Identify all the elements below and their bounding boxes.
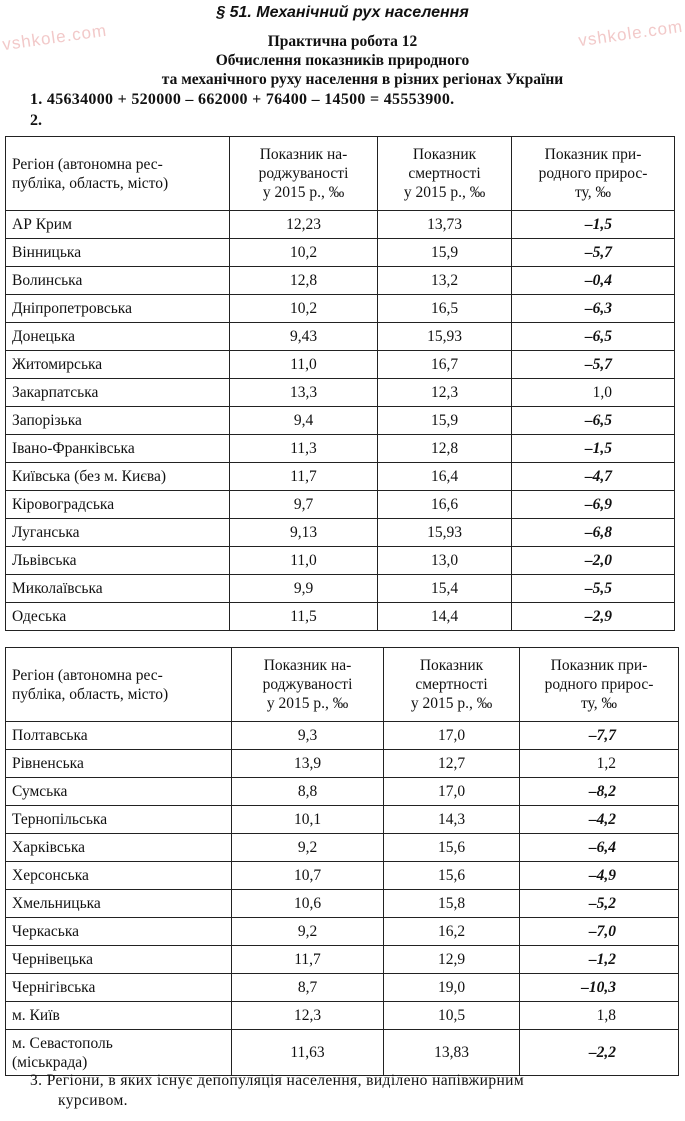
cell-death-rate: 15,9 <box>378 407 512 435</box>
cell-natural-growth: –6,8 <box>512 519 675 547</box>
table-row <box>6 211 675 239</box>
cell-birth-rate: 10,6 <box>232 890 384 918</box>
cell-region: Донецька <box>6 323 230 351</box>
cell-death-rate: 16,2 <box>384 918 520 946</box>
table-row <box>6 834 679 862</box>
cell-death-rate: 10,5 <box>384 1002 520 1030</box>
conclusion-note <box>30 1071 670 1111</box>
cell-natural-growth: –2,9 <box>512 603 675 631</box>
cell-death-rate: 17,0 <box>384 778 520 806</box>
header-death-rate: Показник смертності у 2015 р., ‰ <box>378 137 512 211</box>
cell-region: АР Крим <box>6 211 230 239</box>
cell-birth-rate: 9,9 <box>230 575 378 603</box>
table-row <box>6 407 675 435</box>
watermark-right: vshkole.com <box>577 16 685 51</box>
cell-birth-rate: 12,3 <box>232 1002 384 1030</box>
cell-region: Тернопільська <box>6 806 232 834</box>
cell-birth-rate: 10,2 <box>230 295 378 323</box>
table-row <box>6 547 675 575</box>
header-birth-rate: Показник на- роджуваності у 2015 р., ‰ <box>230 137 378 211</box>
cell-region: Закарпатська <box>6 379 230 407</box>
cell-death-rate: 13,83 <box>384 1030 520 1076</box>
cell-birth-rate: 9,2 <box>232 834 384 862</box>
cell-natural-growth: –2,0 <box>512 547 675 575</box>
watermark-left: vshkole.com <box>1 20 109 55</box>
cell-birth-rate: 9,3 <box>232 722 384 750</box>
cell-natural-growth: –4,9 <box>520 862 679 890</box>
table-row <box>6 946 679 974</box>
section-title: § 51. Механічний рух населення <box>216 4 469 21</box>
cell-death-rate: 19,0 <box>384 974 520 1002</box>
cell-region: Чернівецька <box>6 946 232 974</box>
cell-natural-growth: –6,3 <box>512 295 675 323</box>
cell-birth-rate: 11,3 <box>230 435 378 463</box>
cell-death-rate: 12,9 <box>384 946 520 974</box>
cell-region: Житомирська <box>6 351 230 379</box>
cell-death-rate: 17,0 <box>384 722 520 750</box>
cell-natural-growth: –6,5 <box>512 407 675 435</box>
cell-natural-growth: –5,5 <box>512 575 675 603</box>
cell-natural-growth: –4,2 <box>520 806 679 834</box>
table-row <box>6 806 679 834</box>
cell-death-rate: 16,6 <box>378 491 512 519</box>
table-row <box>6 295 675 323</box>
table-row <box>6 1002 679 1030</box>
cell-region: Херсонська <box>6 862 232 890</box>
cell-death-rate: 12,3 <box>378 379 512 407</box>
cell-death-rate: 14,4 <box>378 603 512 631</box>
cell-birth-rate: 8,8 <box>232 778 384 806</box>
table-row <box>6 323 675 351</box>
cell-death-rate: 12,8 <box>378 435 512 463</box>
cell-death-rate: 16,4 <box>378 463 512 491</box>
cell-birth-rate: 13,3 <box>230 379 378 407</box>
table-row <box>6 575 675 603</box>
table-row <box>6 918 679 946</box>
cell-region: Кіровоградська <box>6 491 230 519</box>
table-row <box>6 890 679 918</box>
table-header-row <box>6 648 679 722</box>
cell-death-rate: 15,4 <box>378 575 512 603</box>
cell-natural-growth: –6,5 <box>512 323 675 351</box>
cell-region: Дніпропетровська <box>6 295 230 323</box>
cell-birth-rate: 9,43 <box>230 323 378 351</box>
table-part-2 <box>5 647 679 1076</box>
cell-natural-growth: –0,4 <box>512 267 675 295</box>
cell-birth-rate: 11,7 <box>232 946 384 974</box>
cell-natural-growth: 1,0 <box>512 379 675 407</box>
cell-natural-growth: –1,2 <box>520 946 679 974</box>
table-row <box>6 239 675 267</box>
cell-region: Волинська <box>6 267 230 295</box>
cell-death-rate: 12,7 <box>384 750 520 778</box>
cell-natural-growth: –5,2 <box>520 890 679 918</box>
cell-birth-rate: 11,0 <box>230 547 378 575</box>
cell-death-rate: 15,8 <box>384 890 520 918</box>
cell-region: Запорізька <box>6 407 230 435</box>
cell-death-rate: 15,6 <box>384 862 520 890</box>
cell-birth-rate: 9,13 <box>230 519 378 547</box>
cell-region: Рівненська <box>6 750 232 778</box>
cell-death-rate: 15,6 <box>384 834 520 862</box>
cell-natural-growth: –1,5 <box>512 435 675 463</box>
note-line-2: курсивом. <box>58 1092 128 1109</box>
table-row <box>6 722 679 750</box>
cell-natural-growth: –10,3 <box>520 974 679 1002</box>
table-row <box>6 778 679 806</box>
table-row <box>6 1030 679 1076</box>
cell-natural-growth: –8,2 <box>520 778 679 806</box>
table-row <box>6 351 675 379</box>
cell-natural-growth: 1,2 <box>520 750 679 778</box>
cell-death-rate: 14,3 <box>384 806 520 834</box>
work-title: Практична робота 12 <box>267 33 418 50</box>
cell-region: Київська (без м. Києва) <box>6 463 230 491</box>
cell-region: Івано-Франківська <box>6 435 230 463</box>
cell-birth-rate: 11,5 <box>230 603 378 631</box>
cell-region: Черкаська <box>6 918 232 946</box>
table-row <box>6 463 675 491</box>
cell-birth-rate: 10,7 <box>232 862 384 890</box>
cell-birth-rate: 12,23 <box>230 211 378 239</box>
table-row <box>6 491 675 519</box>
cell-natural-growth: –6,9 <box>512 491 675 519</box>
cell-death-rate: 13,2 <box>378 267 512 295</box>
cell-birth-rate: 11,0 <box>230 351 378 379</box>
header-natural-growth: Показник при- родного прирос- ту, ‰ <box>520 648 679 722</box>
work-subtitle-1: Обчислення показників природного <box>215 52 470 69</box>
cell-region: Львівська <box>6 547 230 575</box>
cell-region: Вінницька <box>6 239 230 267</box>
table-row <box>6 435 675 463</box>
table-row <box>6 379 675 407</box>
cell-birth-rate: 10,2 <box>230 239 378 267</box>
cell-birth-rate: 9,2 <box>232 918 384 946</box>
cell-natural-growth: –7,7 <box>520 722 679 750</box>
cell-natural-growth: –5,7 <box>512 351 675 379</box>
header-region: Регіон (автономна рес- публіка, область, місто) <box>6 137 230 211</box>
cell-natural-growth: –4,7 <box>512 463 675 491</box>
cell-natural-growth: 1,8 <box>520 1002 679 1030</box>
cell-region: м. Севастополь (міськрада) <box>6 1030 232 1076</box>
cell-region: Полтавська <box>6 722 232 750</box>
calculation-line: 1. 45634000 + 520000 – 662000 + 76400 – 14500 = 45553900. <box>30 91 455 108</box>
table-row <box>6 267 675 295</box>
cell-natural-growth: –7,0 <box>520 918 679 946</box>
cell-death-rate: 13,73 <box>378 211 512 239</box>
cell-region: Луганська <box>6 519 230 547</box>
header-region: Регіон (автономна рес- публіка, область, місто) <box>6 648 232 722</box>
cell-death-rate: 15,93 <box>378 323 512 351</box>
cell-natural-growth: –1,5 <box>512 211 675 239</box>
cell-birth-rate: 9,7 <box>230 491 378 519</box>
table-row <box>6 862 679 890</box>
cell-birth-rate: 9,4 <box>230 407 378 435</box>
table-row <box>6 519 675 547</box>
table-row <box>6 974 679 1002</box>
cell-region: Хмельницька <box>6 890 232 918</box>
header-death-rate: Показник смертності у 2015 р., ‰ <box>384 648 520 722</box>
cell-natural-growth: –5,7 <box>512 239 675 267</box>
cell-natural-growth: –2,2 <box>520 1030 679 1076</box>
table-row <box>6 603 675 631</box>
table-header-row <box>6 137 675 211</box>
cell-death-rate: 15,9 <box>378 239 512 267</box>
cell-birth-rate: 11,63 <box>232 1030 384 1076</box>
cell-death-rate: 16,7 <box>378 351 512 379</box>
cell-birth-rate: 8,7 <box>232 974 384 1002</box>
cell-region: Чернігівська <box>6 974 232 1002</box>
cell-region: Миколаївська <box>6 575 230 603</box>
cell-death-rate: 16,5 <box>378 295 512 323</box>
cell-natural-growth: –6,4 <box>520 834 679 862</box>
work-subtitle-2: та механічного руху населення в різних регіонах України <box>161 71 564 88</box>
header-birth-rate: Показник на- роджуваності у 2015 р., ‰ <box>232 648 384 722</box>
cell-region: Харківська <box>6 834 232 862</box>
cell-region: Одеська <box>6 603 230 631</box>
cell-birth-rate: 10,1 <box>232 806 384 834</box>
cell-region: Сумська <box>6 778 232 806</box>
cell-death-rate: 13,0 <box>378 547 512 575</box>
table-row <box>6 750 679 778</box>
cell-death-rate: 15,93 <box>378 519 512 547</box>
header-natural-growth: Показник при- родного прирос- ту, ‰ <box>512 137 675 211</box>
cell-birth-rate: 12,8 <box>230 267 378 295</box>
note-line-1: 3. Регіони, в яких існує депопуляція населення, виділено напівжирним <box>30 1072 525 1089</box>
cell-birth-rate: 13,9 <box>232 750 384 778</box>
item-2-label: 2. <box>30 112 42 129</box>
table-part-1 <box>5 136 675 631</box>
cell-birth-rate: 11,7 <box>230 463 378 491</box>
cell-region: м. Київ <box>6 1002 232 1030</box>
